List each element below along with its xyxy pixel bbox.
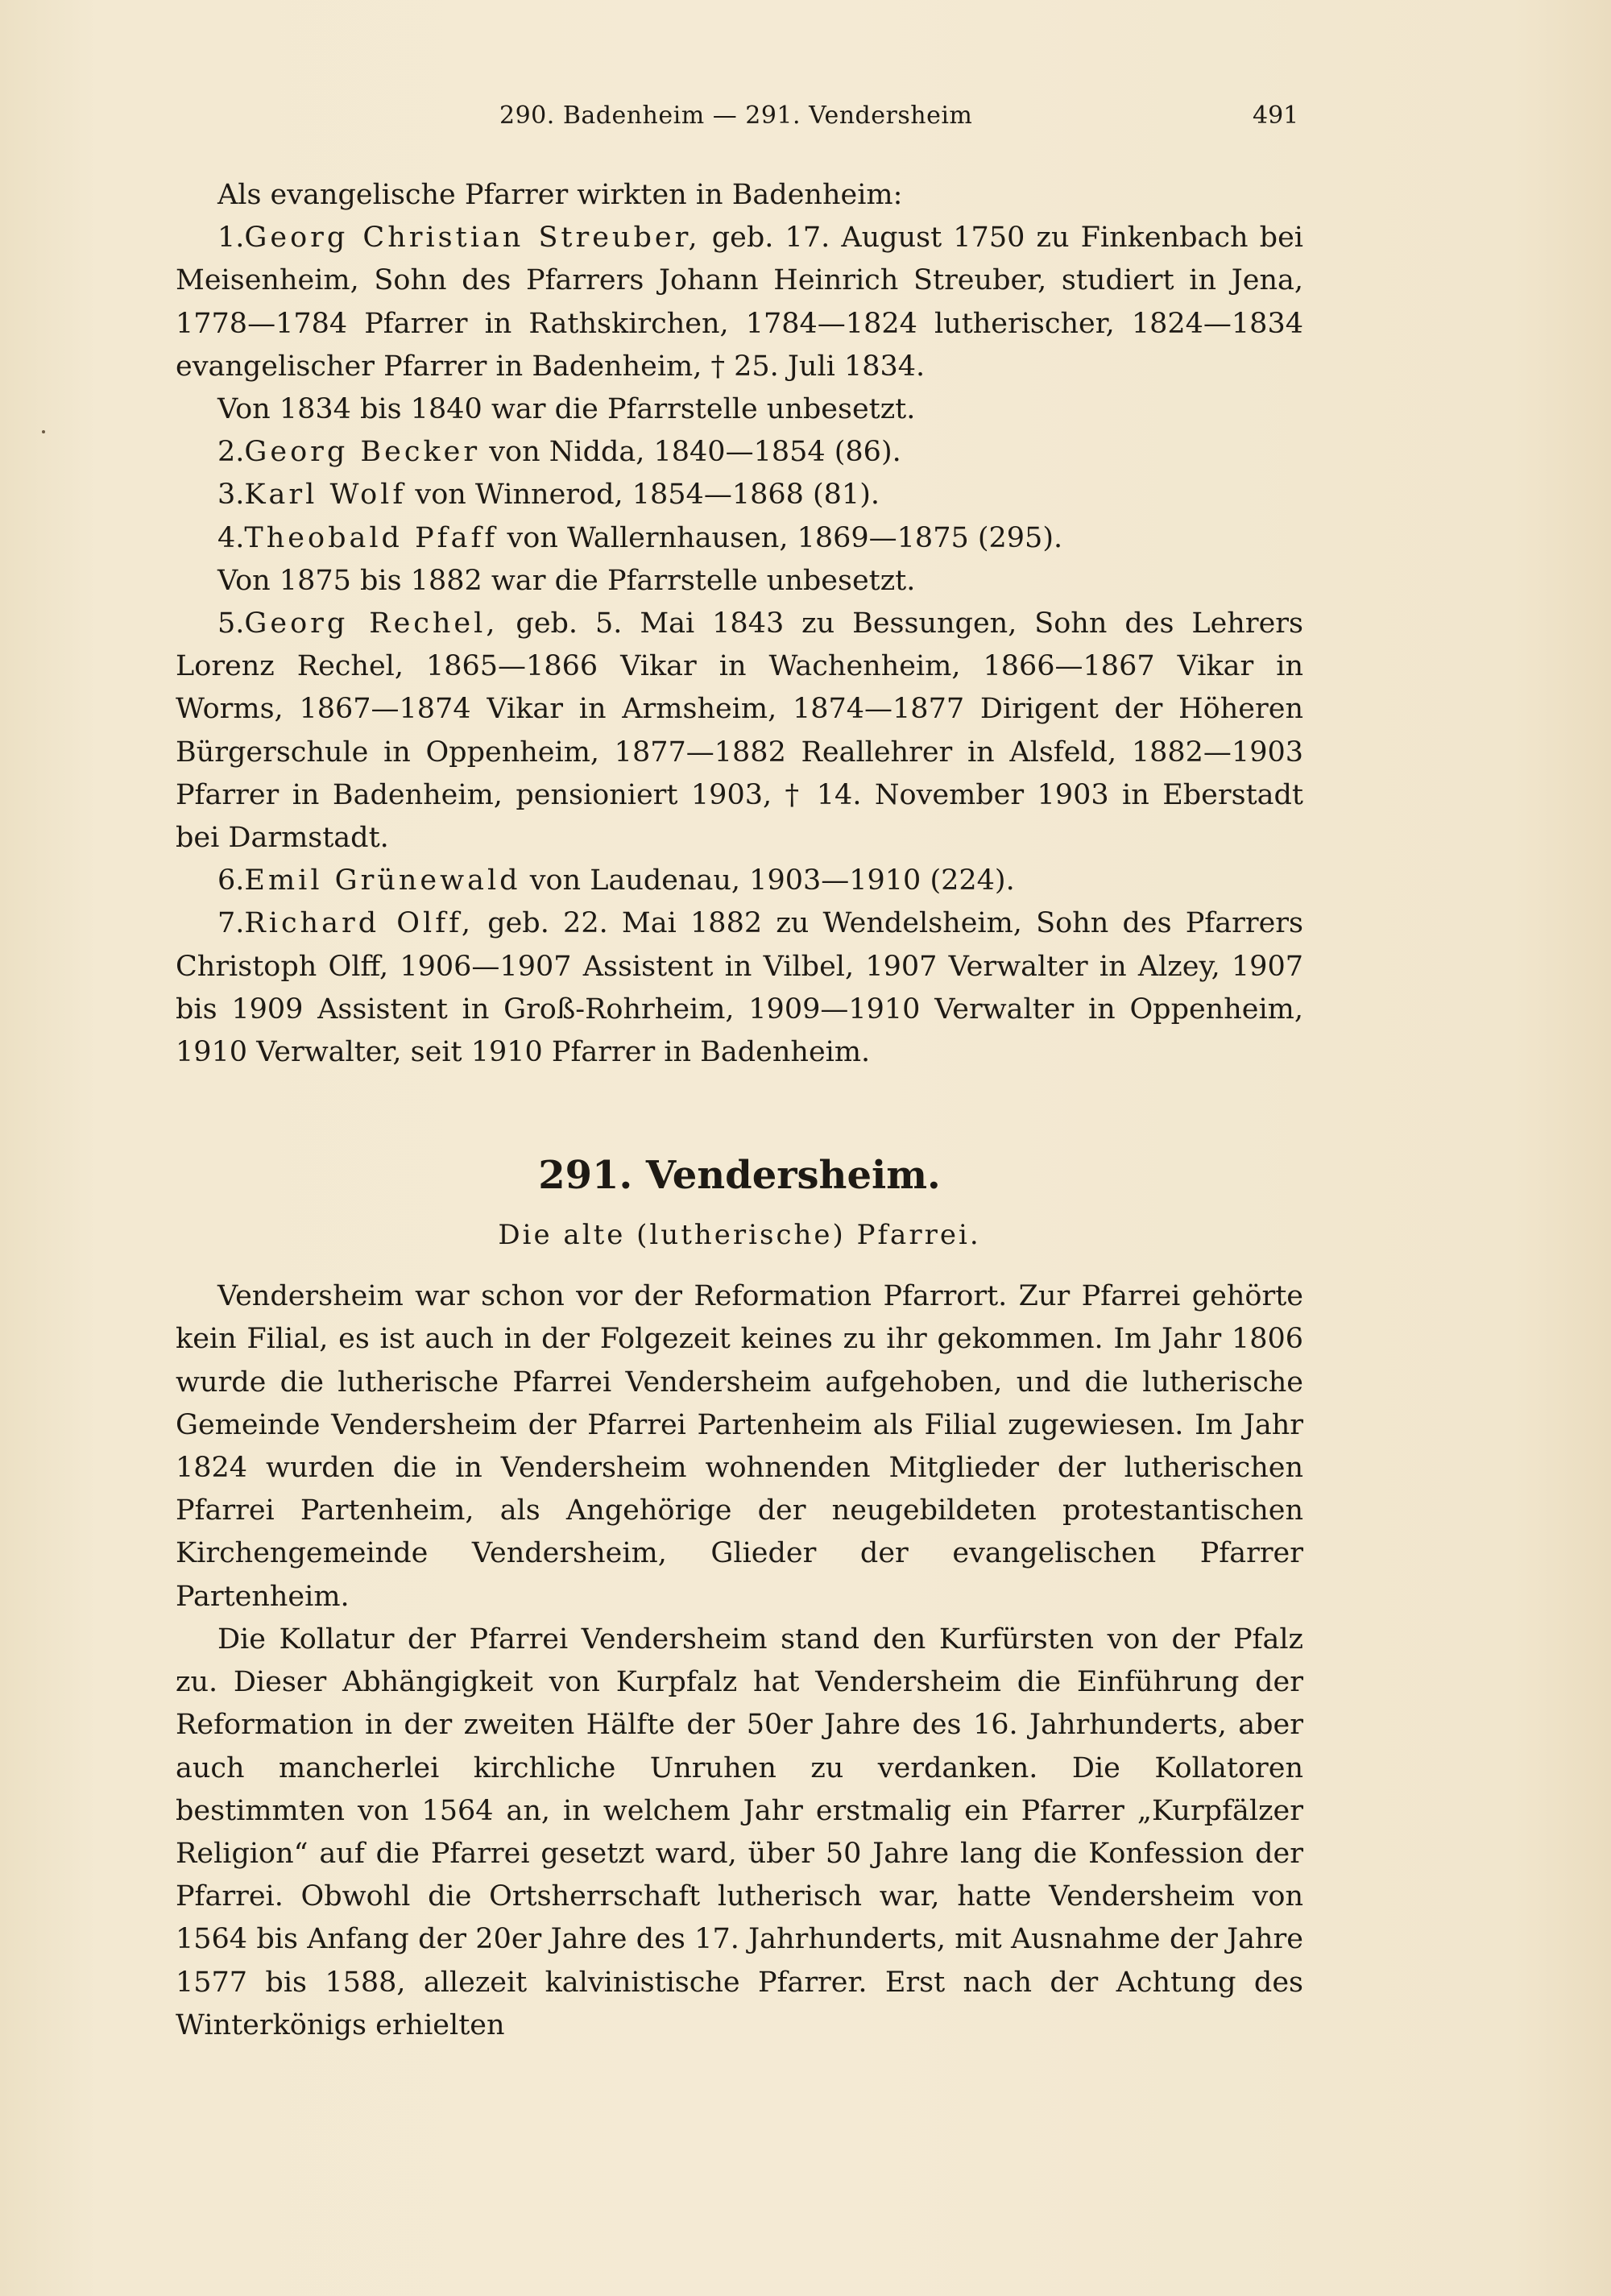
pastor-entry [176,603,1303,860]
pastor-entry [176,517,1303,560]
section-290-intro: Als evangelische Pfarrer wirkten in Badenheim: [217,179,903,211]
pastor-name: Theobald Pfaff [244,521,499,554]
entry-number: 6. [217,864,245,897]
section-291-subtitle: Die alte (lutherische) Pfarrei. [498,1219,981,1252]
entry-text: Von 1834 bis 1840 war die Pfarrstelle unbesetzt. [217,393,916,426]
entry-text: geb. 5. Mai 1843 zu Bessungen, Sohn des Lehrers Lorenz Rechel, 1865—1866 Vikar in Wachenheim, 1866—1867 Vikar in Worms, 1867—1874 Vikar in Armsheim, 1874—1877 Dirigent der Höheren Bürgerschule in Oppenheim, 1877—1882 Reallehrer in Alsfeld, 1882—1903 Pfarrer in Badenheim, pensioniert 1903, † 14. November 1903 in Eberstadt bei Darmstadt. [176,607,1303,855]
pastor-name: Richard Olff, [244,907,474,940]
pastor-name: Karl Wolf [244,479,407,512]
body-paragraph: Die Kollatur der Pfarrei Vendersheim stand den Kurfürsten von der Pfalz zu. Dieser Abhängigkeit von Kurpfalz hat Vendersheim die Einführung der Reformation in der zweiten Hälfte der 50er Jahre des 16. Jahrhunderts, aber auch mancherlei kirchliche Unruhen zu verdanken. Die Kollatoren bestimmten von 1564 an, in welchem Jahr erstmalig ein Pfarrer „Kurpfälzer Religion“ auf die Pfarrei gesetzt ward, über 50 Jahre lang die Konfession der Pfarrei. Obwohl die Ortsherrschaft lutherisch war, hatte Vendersheim von 1564 bis Anfang der 20er Jahre des 17. Jahrhunderts, mit Ausnahme der Jahre 1577 bis 1588, allezeit kalvinistische Pfarrer. Erst nach der Achtung des Winterkönigs erhielten [176,1623,1303,2041]
entry-number: 5. [217,607,245,640]
running-head: 290. Badenheim — 291. Vendersheim [499,102,973,130]
entry-text: geb. 22. Mai 1882 zu Wendelsheim, Sohn des Pfarrers Christoph Olff, 1906—1907 Assistent in Vilbel, 1907 Verwalter in Alzey, 1907 bis 1909 Assistent in Groß-Rohrheim, 1909—1910 Verwalter in Oppenheim, 1910 Verwalter, seit 1910 Pfarrer in Badenheim. [176,907,1303,1069]
pastor-entry [176,860,1303,902]
entry-text: von Winnerod, 1854—1868 (81). [406,479,880,512]
pastor-entry [176,902,1303,1074]
page-number: 491 [1253,102,1299,130]
vacancy-note [176,560,1303,603]
page-header [0,102,1611,142]
pastor-name: Emil Grünewald [244,864,521,897]
entry-text: Von 1875 bis 1882 war die Pfarrstelle unbesetzt. [217,564,916,597]
entry-text: von Nidda, 1840—1854 (86). [480,436,901,469]
pastor-name: Georg Christian Streuber, [244,222,701,255]
main-text [176,174,1303,2047]
vacancy-note [176,388,1303,431]
entry-text: von Laudenau, 1903—1910 (224). [520,864,1015,897]
pastor-entry [176,217,1303,388]
paper-speck [42,430,45,433]
entry-number: 3. [217,479,245,512]
entry-number: 1. [217,222,245,255]
section-291-title: 291. Vendersheim. [538,1153,941,1199]
entry-number: 7. [217,907,245,940]
pastor-entry [176,431,1303,474]
entry-text: von Wallernhausen, 1869—1875 (295). [498,521,1063,554]
pastor-entry [176,474,1303,516]
body-paragraph: Vendersheim war schon vor der Reformation Pfarrort. Zur Pfarrei gehörte kein Filial, es ist auch in der Folgezeit keines zu ihr gekommen. Im Jahr 1806 wurde die lutherische Pfarrei Vendersheim aufgehoben, und die lutherische Gemeinde Vendersheim der Pfarrei Partenheim als Filial zugewiesen. Im Jahr 1824 wurden die in Vendersheim wohnenden Mitglieder der lutherischen Pfarrei Partenheim, als Angehörige der neugebildeten protestantischen Kirchengemeinde Vendersheim, Glieder der evangelischen Pfarrer Partenheim. [176,1280,1303,1613]
entry-text: geb. 17. August 1750 zu Finkenbach bei Meisenheim, Sohn des Pfarrers Johann Heinrich Streuber, studiert in Jena, 1778—1784 Pfarrer in Rathskirchen, 1784—1824 lutherischer, 1824—1834 evangelischer Pfarrer in Badenheim, † 25. Juli 1834. [176,222,1303,383]
entry-number: 4. [217,521,245,554]
pastor-name: Georg Becker [244,436,481,469]
pastor-name: Georg Rechel, [244,607,499,640]
entry-number: 2. [217,436,245,469]
